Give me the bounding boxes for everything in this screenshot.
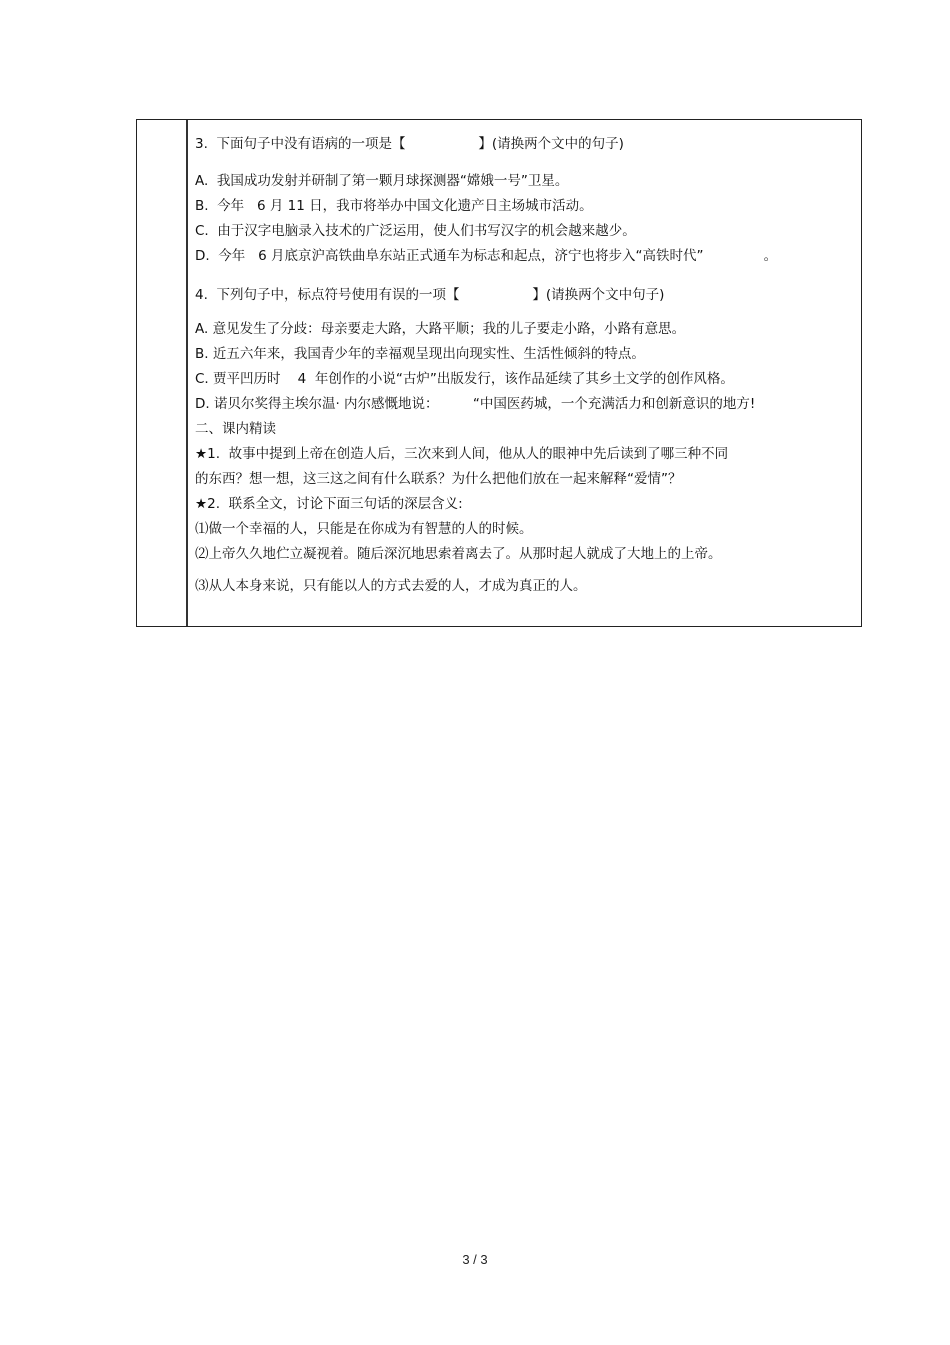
reading-item-1-line-1: ★1. 故事中提到上帝在创造人后，三次来到人间，他从人的眼神中先后读到了哪三种不同 bbox=[195, 446, 729, 462]
reading-item-2-sentence-2: ⑵上帝久久地伫立凝视着。随后深沉地思索着离去了。从那时起人就成了大地上的上帝。 bbox=[195, 546, 722, 562]
page-number: 3 / 3 bbox=[462, 1252, 488, 1267]
question-4-option-a: A. 意见发生了分歧：母亲要走大路，大路平顺；我的儿子要走小路，小路有意思。 bbox=[195, 321, 686, 337]
question-3-option-a: A. 我国成功发射并研制了第一颗月球探测器“嫦娥一号”卫星。 bbox=[195, 173, 569, 189]
reading-item-2-stem: ★2. 联系全文，讨论下面三句话的深层含义: bbox=[195, 496, 463, 512]
question-4-option-d: D. 诺贝尔奖得主埃尔温· 内尔感慨地说： “中国医药城，一个充满活力和创新意识的地方! bbox=[195, 396, 756, 412]
question-4-option-b: B. 近五六年来，我国青少年的幸福观呈现出向现实性、生活性倾斜的特点。 bbox=[195, 346, 645, 362]
question-4-stem: 4. 下列句子中，标点符号使用有误的一项【 】(请换两个文中句子) bbox=[195, 287, 665, 303]
table-left-column bbox=[137, 120, 188, 626]
question-4-option-c: C. 贾平凹历时 4 年创作的小说“古炉”出版发行，该作品延续了其乡土文学的创作风格。 bbox=[195, 371, 734, 387]
question-3-option-d: D. 今年 6 月底京沪高铁曲阜东站正式通车为标志和起点，济宁也将步入“高铁时代” 。 bbox=[195, 248, 778, 264]
reading-item-1-line-2: 的东西？想一想，这三这之间有什么联系？为什么把他们放在一起来解释“爱情”？ bbox=[195, 471, 682, 487]
reading-item-2-sentence-1: ⑴做一个幸福的人，只能是在你成为有智慧的人的时候。 bbox=[195, 521, 533, 537]
question-3-stem: 3. 下面句子中没有语病的一项是【 】(请换两个文中的句子) bbox=[195, 136, 624, 152]
reading-item-2-sentence-3: ⑶从人本身来说，只有能以人的方式去爱的人，才成为真正的人。 bbox=[195, 578, 587, 594]
question-3-option-c: C. 由于汉字电脑录入技术的广泛运用，使人们书写汉字的机会越来越少。 bbox=[195, 223, 636, 239]
section-2-heading: 二、课内精读 bbox=[195, 421, 276, 437]
question-3-option-b: B. 今年 6 月 11 日，我市将举办中国文化遗产日主场城市活动。 bbox=[195, 198, 593, 214]
